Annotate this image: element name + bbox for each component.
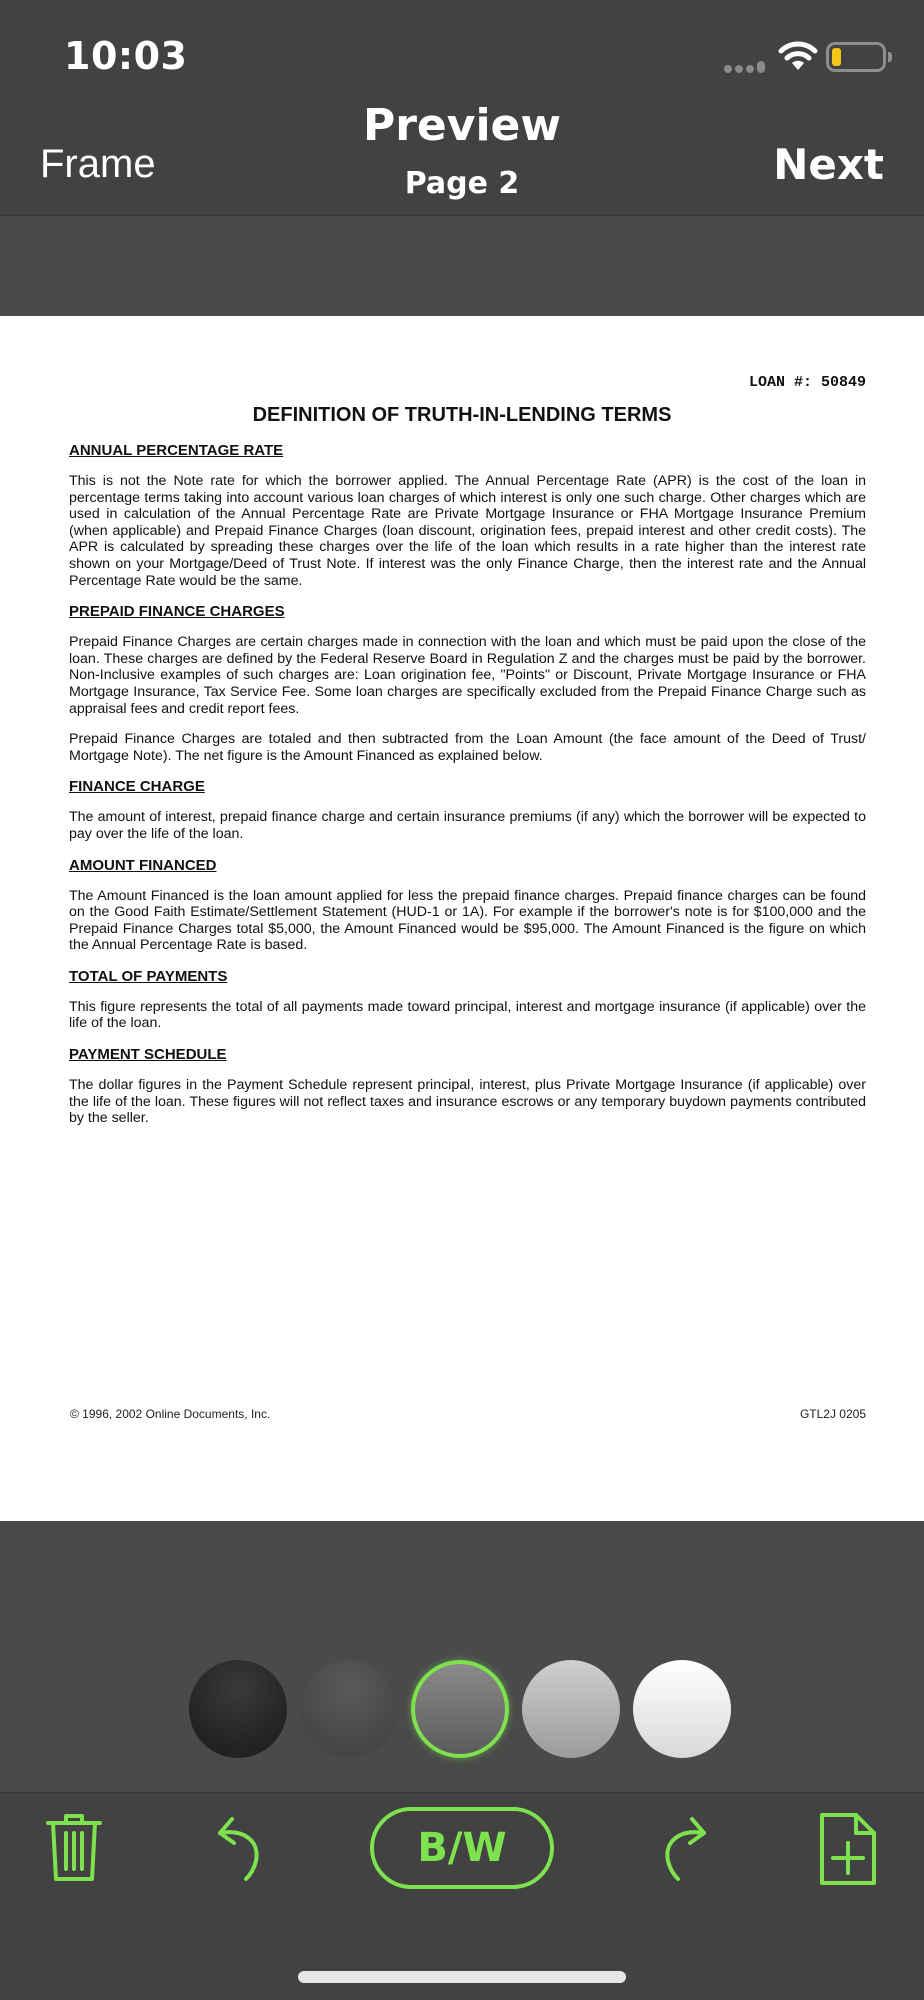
doc-section xyxy=(69,442,866,589)
next-button[interactable]: Next xyxy=(773,140,884,189)
loan-number: LOAN #: 50849 xyxy=(748,374,866,391)
battery-icon xyxy=(826,42,886,72)
bottom-toolbar xyxy=(0,1792,924,2000)
section-paragraph: The amount of interest, prepaid finance charge and certain insurance premiums (if any) which the borrower will be expected to pay over the life of the loan. xyxy=(69,809,866,842)
filter-swatch-white[interactable] xyxy=(633,1660,731,1758)
status-bar xyxy=(0,0,924,100)
filter-swatches xyxy=(0,1660,924,1758)
doc-section xyxy=(69,1046,866,1127)
page-title: Preview xyxy=(362,100,562,151)
section-paragraph: This figure represents the total of all payments made toward principal, interest and mortgage insurance (if applicable) over the life of the loan. xyxy=(69,998,866,1032)
section-paragraph: The dollar figures in the Payment Schedule represent principal, interest, plus Private Mortgage Insurance (if applicable) over the life of the loan. These figures will not reflect taxes and insurance escrows or any temporary buydown payments contributed by the seller. xyxy=(69,1077,866,1127)
section-paragraph: Prepaid Finance Charges are certain charges made in connection with the loan and which must be paid upon the close of the loan. These charges are defined by the Federal Reserve Board in Regulation Z and the charges must be paid by the borrower. Non-Inclusive examples of such charges are: Loan origination fee, "Points" or Discount, Private Mortgage Insurance or FHA Mortgage Insurance, Tax Service Fee. Some loan charges are specifically excluded from the Prepaid Finance Charge such as appraisal fees and credit report fees. xyxy=(69,634,866,717)
bw-button[interactable]: B/W xyxy=(370,1807,554,1889)
document-body xyxy=(69,442,866,1141)
nav-bar xyxy=(0,100,924,216)
preview-background xyxy=(0,216,924,316)
section-paragraph: The Amount Financed is the loan amount applied for less the prepaid finance charges. Prepaid finance charges can be found on the Good Faith Estimate/Settlement Statement (HUD-1 or 1A). For example if the borrower's note is for $100,000 and the Prepaid Finance Charges total $5,000, the Amount Financed would be $95,000. The Amount Financed is the figure on which the Annual Percentage Rate is based. xyxy=(69,887,866,954)
doc-section xyxy=(69,603,866,764)
section-paragraph: This is not the Note rate for which the borrower applied. The Annual Percentage Rate (APR) is the cost of the loan in percentage terms taking into account various loan charges of which interest is only one such charge. Other charges which are used in calculation of the Annual Percentage Rate are Private Mortgage Insurance or FHA Mortgage Insurance Premium (when applicable) and Prepaid Finance Charges (loan discount, origination fees, prepaid interest and other credit costs). The APR is calculated by spreading these charges over the life of the loan which results in a rate higher than the interest rate shown on your Mortgage/Deed of Trust Note. If interest was the only Finance Charge, then the interest rate and the Annual Percentage Rate would be the same. xyxy=(69,473,866,589)
document-footer-code: GTL2J 0205 xyxy=(799,1407,866,1421)
status-time: 10:03 xyxy=(64,34,188,78)
filter-swatch-dark-gray[interactable] xyxy=(300,1660,398,1758)
filter-swatch-light-gray[interactable] xyxy=(522,1660,620,1758)
document-footer-copyright: © 1996, 2002 Online Documents, Inc. xyxy=(70,1407,271,1421)
page-subtitle: Page 2 xyxy=(404,166,520,201)
section-heading: ANNUAL PERCENTAGE RATE xyxy=(69,442,284,459)
section-heading: FINANCE CHARGE xyxy=(69,778,205,796)
add-page-icon[interactable] xyxy=(818,1811,878,1891)
redo-icon[interactable] xyxy=(650,1811,710,1887)
wifi-icon xyxy=(778,40,818,76)
section-heading: AMOUNT FINANCED xyxy=(69,856,217,874)
doc-section xyxy=(69,857,866,954)
undo-icon[interactable] xyxy=(214,1811,274,1887)
section-heading: PREPAID FINANCE CHARGES xyxy=(69,603,285,621)
section-paragraph: Prepaid Finance Charges are totaled and then subtracted from the Loan Amount (the face amount of the Deed of Trust/ Mortgage Note). The net figure is the Amount Financed as explained below. xyxy=(69,731,866,764)
document-title: DEFINITION OF TRUTH-IN-LENDING TERMS xyxy=(252,404,672,426)
document-preview xyxy=(0,316,924,1521)
doc-section xyxy=(69,968,866,1032)
trash-icon[interactable] xyxy=(44,1811,104,1887)
frame-button[interactable]: Frame xyxy=(40,142,156,186)
filter-swatch-black[interactable] xyxy=(189,1660,287,1758)
cellular-signal-icon xyxy=(724,58,768,77)
section-heading: TOTAL OF PAYMENTS xyxy=(69,967,228,985)
filter-swatch-gray-selected[interactable] xyxy=(411,1660,509,1758)
section-heading: PAYMENT SCHEDULE xyxy=(69,1046,227,1064)
home-indicator[interactable] xyxy=(298,1971,626,1983)
doc-section xyxy=(69,778,866,842)
